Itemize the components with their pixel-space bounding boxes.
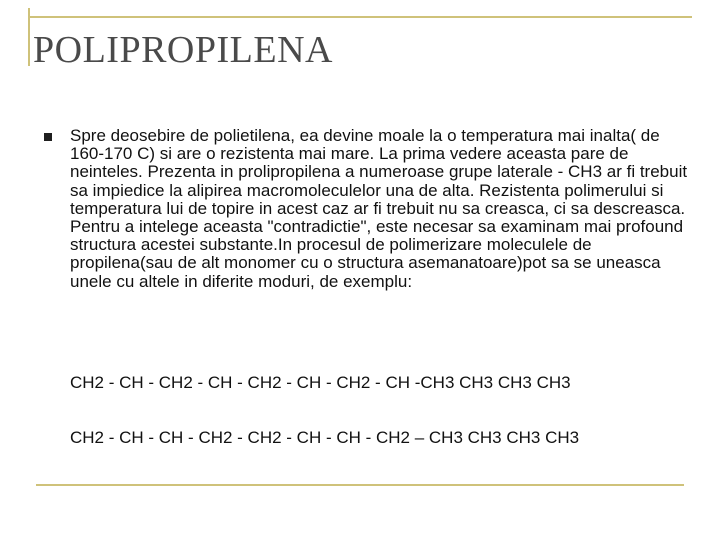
body-paragraph: Spre deosebire de polietilena, ea devine moale la o temperatura mai inalta( de 160-170 C) si are o rezistenta mai mare. La prima vedere aceasta pare de neinteles. Prezenta in prolipropilena a numeroase grupe laterale - CH3 ar fi trebuit sa impiedice la alipirea macromoleculelor una de alta. Rezistenta polimerului si temperatura lui de topire in acest caz ar fi trebuit nu sa creasca, ci sa descreasca. Pentru a intelege aceasta "contradictie", este necesar sa examinam mai profound structura acestei substante.In procesul de polimerizare moleculele de propilena(sau de alt monomer cu o structura asemanatoare)pot sa se uneasca unele cu altele in diferite moduri, de exemplu: bbox=[70, 126, 688, 291]
chain-example-1: CH2 - CH - CH2 - CH - CH2 - CH - CH2 - CH -CH3 CH3 CH3 CH3 bbox=[70, 373, 571, 392]
top-divider bbox=[28, 16, 692, 18]
bottom-divider bbox=[36, 484, 684, 486]
square-bullet-icon bbox=[44, 133, 52, 141]
slide-title: POLIPROPILENA bbox=[33, 29, 333, 71]
chain-example-2: CH2 - CH - CH - CH2 - CH2 - CH - CH - CH2 – CH3 CH3 CH3 CH3 bbox=[70, 428, 580, 447]
left-accent-divider bbox=[28, 8, 30, 66]
